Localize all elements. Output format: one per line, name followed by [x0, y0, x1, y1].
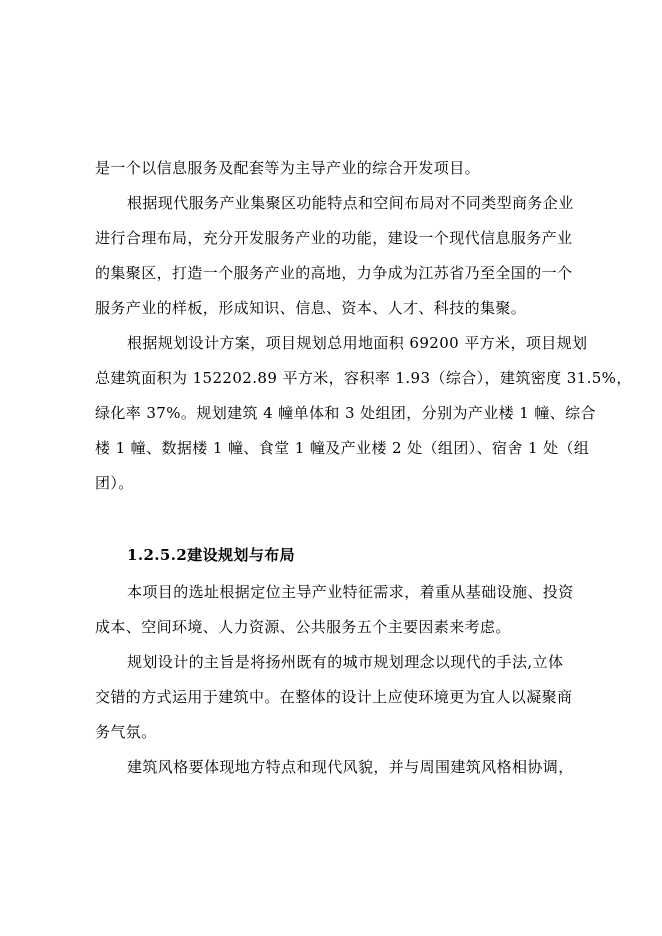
paragraph-1-line-1: 是一个以信息服务及配套等为主导产业的综合开发项目。: [95, 159, 481, 177]
paragraph-3-line-1: 根据规划设计方案，项目规划总用地面积 69200 平方米，项目规划: [127, 334, 588, 352]
section-paragraph-1-line-2: 成本、空间环境、人力资源、公共服务五个主要因素来考虑。: [95, 618, 511, 636]
section-heading: 1.2.5.2建设规划与布局: [127, 546, 296, 564]
paragraph-2-line-1: 根据现代服务产业集聚区功能特点和空间布局对不同类型商务企业: [127, 194, 574, 212]
paragraph-3-line-2: 总建筑面积为 152202.89 平方米，容积率 1.93（综合），建筑密度 31.5%，: [95, 369, 632, 387]
section-paragraph-1-line-1: 本项目的选址根据定位主导产业特征需求，着重从基础设施、投资: [127, 583, 574, 601]
paragraph-2-line-4: 服务产业的样板，形成知识、信息、资本、人才、科技的集聚。: [95, 299, 527, 317]
paragraph-2-line-3: 的集聚区，打造一个服务产业的高地，力争成为江苏省乃至全国的一个: [95, 264, 573, 282]
paragraph-2-line-2: 进行合理布局，充分开发服务产业的功能，建设一个现代信息服务产业: [95, 229, 573, 247]
paragraph-3-line-5: 团）。: [95, 474, 134, 492]
section-paragraph-2-line-1: 规划设计的主旨是将扬州既有的城市规划理念以现代的手法,立体: [127, 653, 564, 671]
section-paragraph-2-line-3: 务气氛。: [95, 723, 157, 741]
paragraph-3-line-4: 楼 1 幢、数据楼 1 幢、食堂 1 幢及产业楼 2 处（组团）、宿舍 1 处（组: [95, 439, 590, 457]
section-paragraph-3-line-1: 建筑风格要体现地方特点和现代风貌，并与周围建筑风格相协调，: [127, 758, 574, 776]
section-paragraph-2-line-2: 交错的方式运用于建筑中。在整体的设计上应使环境更为宜人以凝聚商: [95, 688, 573, 706]
paragraph-3-line-3: 绿化率 37%。规划建筑 4 幢单体和 3 处组团，分别为产业楼 1 幢、综合: [95, 404, 596, 422]
